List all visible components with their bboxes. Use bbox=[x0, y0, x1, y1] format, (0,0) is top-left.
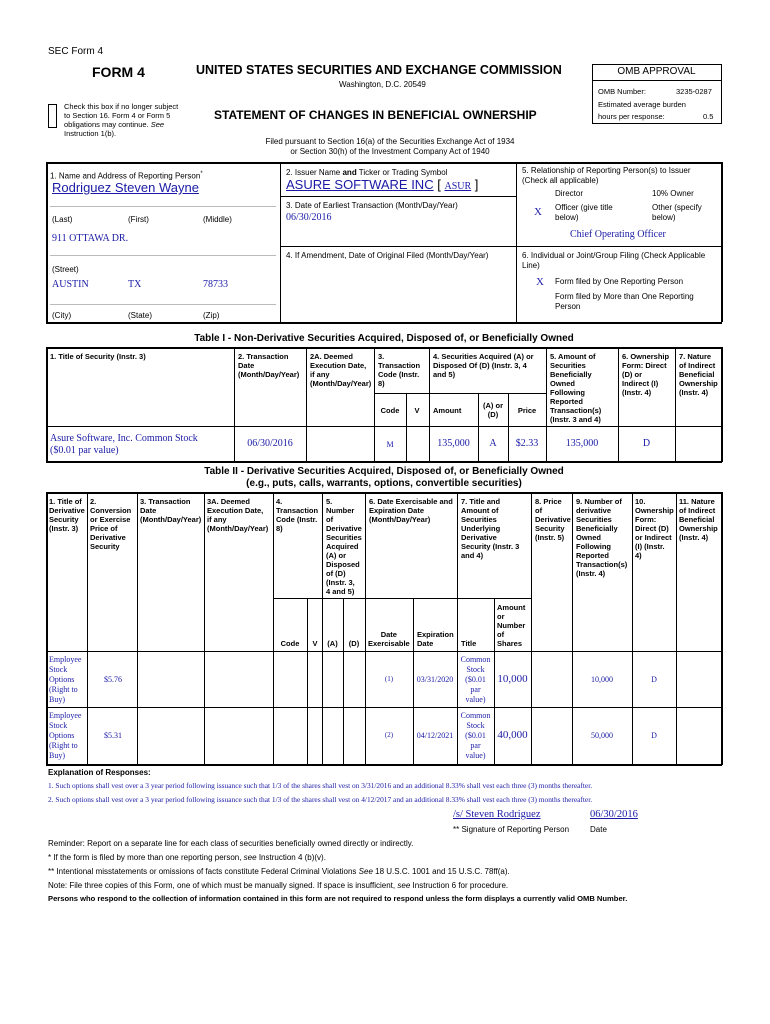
reminder-text: Reminder: Report on a separate line for each class of securities beneficially owned directly or indirectly. bbox=[48, 839, 414, 848]
t2-h8: 8. Price of Derivative Security (Instr. 5) bbox=[535, 497, 571, 542]
t1-sub-ad: (A) or (D) bbox=[483, 401, 503, 419]
t2-row2-amount: 40,000 bbox=[497, 729, 528, 741]
signature-label: ** Signature of Reporting Person bbox=[453, 825, 570, 834]
t1-h3: 3. Transaction Code (Instr. 8) bbox=[378, 352, 421, 388]
earliest-transaction-date: 06/30/2016 bbox=[286, 212, 332, 223]
city-value: AUSTIN bbox=[52, 279, 89, 290]
t2-row2-owned: 50,000 bbox=[591, 731, 613, 740]
last-label: (Last) bbox=[52, 215, 73, 224]
footnote-1: 1. Such options shall vest over a 3 year period following issuance such that 1/3 of the shares shall vest on 3/31/2016 and an additional 8.33% shall vest each three (3) months thereafter. bbox=[48, 781, 593, 790]
sec-form-label: SEC Form 4 bbox=[48, 46, 104, 57]
zip-value: 78733 bbox=[203, 279, 228, 290]
t1-h1: 1. Title of Security (Instr. 3) bbox=[50, 352, 146, 361]
other-option: Other (specify below) bbox=[652, 203, 702, 222]
t2-row2-title: Employee Stock Options (Right to Buy) bbox=[49, 711, 82, 760]
omb-hours-value: 0.5 bbox=[703, 112, 714, 121]
t1-h5: 5. Amount of Securities Beneficially Owned Following Reported Transaction(s) (Instr. 3 and 4) bbox=[550, 352, 602, 424]
officer-checkmark[interactable]: X bbox=[534, 206, 542, 218]
t1-sub-code: Code bbox=[380, 406, 400, 415]
t1-h6: 6. Ownership Form: Direct (D) or Indirect (I) (Instr. 4) bbox=[622, 352, 670, 397]
t2-h7: 7. Title and Amount of Securities Underlying Derivative Security (Instr. 3 and 4) bbox=[461, 497, 520, 560]
box4-label: 4. If Amendment, Date of Original Filed (Month/Day/Year) bbox=[286, 251, 489, 260]
t1-h2a: 2A. Deemed Execution Date, if any (Month/Day/Year) bbox=[310, 352, 372, 388]
officer-option: Officer (give title below) bbox=[555, 203, 613, 222]
issuer-name: ASURE SOFTWARE INC [ ASUR ] bbox=[286, 177, 479, 192]
city-label: (City) bbox=[52, 311, 72, 320]
t2-h3: 3. Transaction Date (Month/Day/Year) bbox=[140, 497, 202, 524]
reporting-person-name[interactable]: Rodriguez Steven Wayne bbox=[52, 180, 199, 195]
more-persons-option: Form filed by More than One Reporting Person bbox=[555, 292, 694, 311]
t2-sub-expiration: Expiration Date bbox=[417, 630, 454, 648]
explanation-title: Explanation of Responses: bbox=[48, 768, 151, 777]
t2-sub-title: Title bbox=[461, 639, 477, 648]
t1-row-owned: 135,000 bbox=[565, 438, 599, 449]
table2-title: Table II - Derivative Securities Acquired, Disposed of, or Beneficially Owned (e.g., puts, calls, warrants, options, convertible securities) bbox=[204, 466, 564, 489]
t2-row1-amount: 10,000 bbox=[497, 673, 528, 685]
t2-sub-amount: Amount or Number of Shares bbox=[497, 603, 526, 648]
state-value: TX bbox=[128, 279, 142, 290]
one-person-option: Form filed by One Reporting Person bbox=[555, 277, 684, 286]
t2-h3a: 3A. Deemed Execution Date, if any (Month/Day/Year) bbox=[207, 497, 269, 533]
state-label: (State) bbox=[128, 311, 153, 320]
t2-row2-price: $5.31 bbox=[104, 731, 122, 740]
box5-label: 5. Relationship of Reporting Person(s) to Issuer (Check all applicable) bbox=[522, 166, 691, 185]
t2-sub-d: (D) bbox=[348, 639, 360, 648]
t2-h4: 4. Transaction Code (Instr. 8) bbox=[276, 497, 319, 533]
t2-sub-code: Code bbox=[280, 639, 300, 648]
form-number: FORM 4 bbox=[92, 64, 145, 80]
t2-sub-a: (A) bbox=[327, 639, 338, 648]
t1-row-form: D bbox=[642, 438, 651, 449]
issuer-link[interactable]: ASURE SOFTWARE INC bbox=[286, 177, 434, 192]
omb-number-label: OMB Number: bbox=[598, 87, 646, 96]
t1-sub-v: V bbox=[414, 406, 420, 415]
t1-row-date: 06/30/2016 bbox=[247, 438, 293, 449]
t2-h10: 10. Ownership Form: Direct (D) or Indirect (I) (Instr. 4) bbox=[635, 497, 674, 560]
t2-h5: 5. Number of Derivative Securities Acquired (A) or Disposed of (D) (Instr. 3, 4 and 5) bbox=[326, 497, 362, 596]
t2-h6: 6. Date Exercisable and Expiration Date (Month/Day/Year) bbox=[369, 497, 453, 524]
t2-row2-expiration: 04/12/2021 bbox=[416, 731, 454, 740]
t2-row2-note: (2) bbox=[384, 731, 394, 739]
agency-city: Washington, D.C. 20549 bbox=[339, 80, 426, 89]
filed-pursuant: Filed pursuant to Section 16(a) of the Securities Exchange Act of 1934 or Section 30(h) of the Investment Company Act of 1940 bbox=[265, 137, 515, 156]
first-label: (First) bbox=[128, 215, 149, 224]
t1-row-amount: 135,000 bbox=[437, 438, 470, 449]
ticker-symbol[interactable]: ASUR bbox=[444, 181, 472, 192]
double-star-note: ** Intentional misstatements or omissions of facts constitute Federal Criminal Violations See 18 U.S.C. 1001 and 15 U.S.C. 78ff(a). bbox=[48, 867, 510, 876]
t2-row2-underlying: Common Stock ($0.01 par value) bbox=[460, 711, 491, 760]
t2-row1-note: (1) bbox=[384, 675, 394, 683]
zip-label: (Zip) bbox=[203, 311, 220, 320]
t2-row1-title: Employee Stock Options (Right to Buy) bbox=[49, 655, 82, 704]
box1-label: 1. Name and Address of Reporting Person* bbox=[50, 171, 203, 181]
street-label: (Street) bbox=[52, 265, 79, 274]
t2-row1-expiration: 03/31/2020 bbox=[416, 675, 454, 684]
reporting-address: 911 OTTAWA DR. bbox=[52, 233, 129, 244]
table1-title: Table I - Non-Derivative Securities Acquired, Disposed of, or Beneficially Owned bbox=[194, 333, 574, 344]
t1-h7: 7. Nature of Indirect Beneficial Ownership (Instr. 4) bbox=[679, 352, 718, 397]
t1-sub-amount: Amount bbox=[433, 406, 462, 415]
t1-row-price: $2.33 bbox=[515, 438, 539, 449]
t1-h2: 2. Transaction Date (Month/Day/Year) bbox=[238, 352, 300, 379]
signature-name: /s/ Steven Rodriguez bbox=[453, 809, 541, 820]
checkbox-instructions: Check this box if no longer subject to Section 16. Form 4 or Form 5 obligations may continue. See Instruction 1(b). bbox=[64, 102, 179, 138]
agency-title: UNITED STATES SECURITIES AND EXCHANGE COMMISSION bbox=[196, 63, 562, 77]
t2-h9: 9. Number of derivative Securities Beneficially Owned Following Reported Transaction(s) (Instr. 4) bbox=[576, 497, 628, 578]
t2-row1-price: $5.76 bbox=[104, 675, 122, 684]
box2-label: 2. Issuer Name and Ticker or Trading Symbol bbox=[286, 168, 448, 177]
officer-title: Chief Operating Officer bbox=[570, 229, 666, 240]
omb-number-value: 3235-0287 bbox=[676, 87, 712, 96]
box6-label: 6. Individual or Joint/Group Filing (Check Applicable Line) bbox=[522, 251, 706, 270]
t1-sub-price: Price bbox=[517, 406, 537, 415]
one-person-checkmark[interactable]: X bbox=[536, 276, 544, 288]
t1-h4: 4. Securities Acquired (A) or Disposed Of (D) (Instr. 3, 4 and 5) bbox=[433, 352, 534, 379]
omb-hours-label: hours per response: bbox=[598, 112, 665, 121]
date-label: Date bbox=[590, 825, 607, 834]
director-option: Director bbox=[555, 189, 584, 198]
t2-row2-form: D bbox=[651, 731, 657, 740]
t2-h1: 1. Title of Derivative Security (Instr. 3) bbox=[49, 497, 85, 533]
t2-row1-underlying: Common Stock ($0.01 par value) bbox=[460, 655, 491, 704]
t1-row-title: Asure Software, Inc. Common Stock ($0.01 par value) bbox=[50, 433, 198, 456]
no-longer-subject-checkbox[interactable] bbox=[48, 104, 57, 128]
t2-row1-owned: 10,000 bbox=[591, 675, 613, 684]
t2-h11: 11. Nature of Indirect Beneficial Ownership (Instr. 4) bbox=[679, 497, 718, 542]
file-copies-note: Note: File three copies of this Form, one of which must be manually signed. If space is insufficient, see Instruction 6 for procedure. bbox=[48, 881, 509, 890]
t2-row1-form: D bbox=[651, 675, 657, 684]
star-note: * If the form is filed by more than one reporting person, see Instruction 4 (b)(v). bbox=[48, 853, 326, 862]
ten-percent-owner-option: 10% Owner bbox=[652, 189, 694, 198]
footnote-2: 2. Such options shall vest over a 3 year period following issuance such that 1/3 of the shares shall vest on 4/12/2017 and an additional 8.33% shall vest each three (3) months thereafter. bbox=[48, 795, 593, 804]
omb-persons-note: Persons who respond to the collection of information contained in this form are not required to respond unless the form displays a currently valid OMB Number. bbox=[48, 894, 628, 903]
signature-date: 06/30/2016 bbox=[590, 809, 638, 820]
t2-sub-date-exercisable: Date Exercisable bbox=[368, 630, 410, 648]
omb-title: OMB APPROVAL bbox=[617, 66, 696, 77]
t2-sub-v: V bbox=[312, 639, 318, 648]
box3-label: 3. Date of Earliest Transaction (Month/Day/Year) bbox=[286, 201, 458, 210]
t2-h2: 2. Conversion or Exercise Price of Derivative Security bbox=[90, 497, 132, 551]
t1-row-code: M bbox=[386, 440, 394, 449]
omb-burden-label: Estimated average burden bbox=[598, 100, 686, 109]
middle-label: (Middle) bbox=[203, 215, 232, 224]
t1-row-ad: A bbox=[489, 438, 497, 449]
statement-title: STATEMENT OF CHANGES IN BENEFICIAL OWNERSHIP bbox=[214, 108, 537, 122]
